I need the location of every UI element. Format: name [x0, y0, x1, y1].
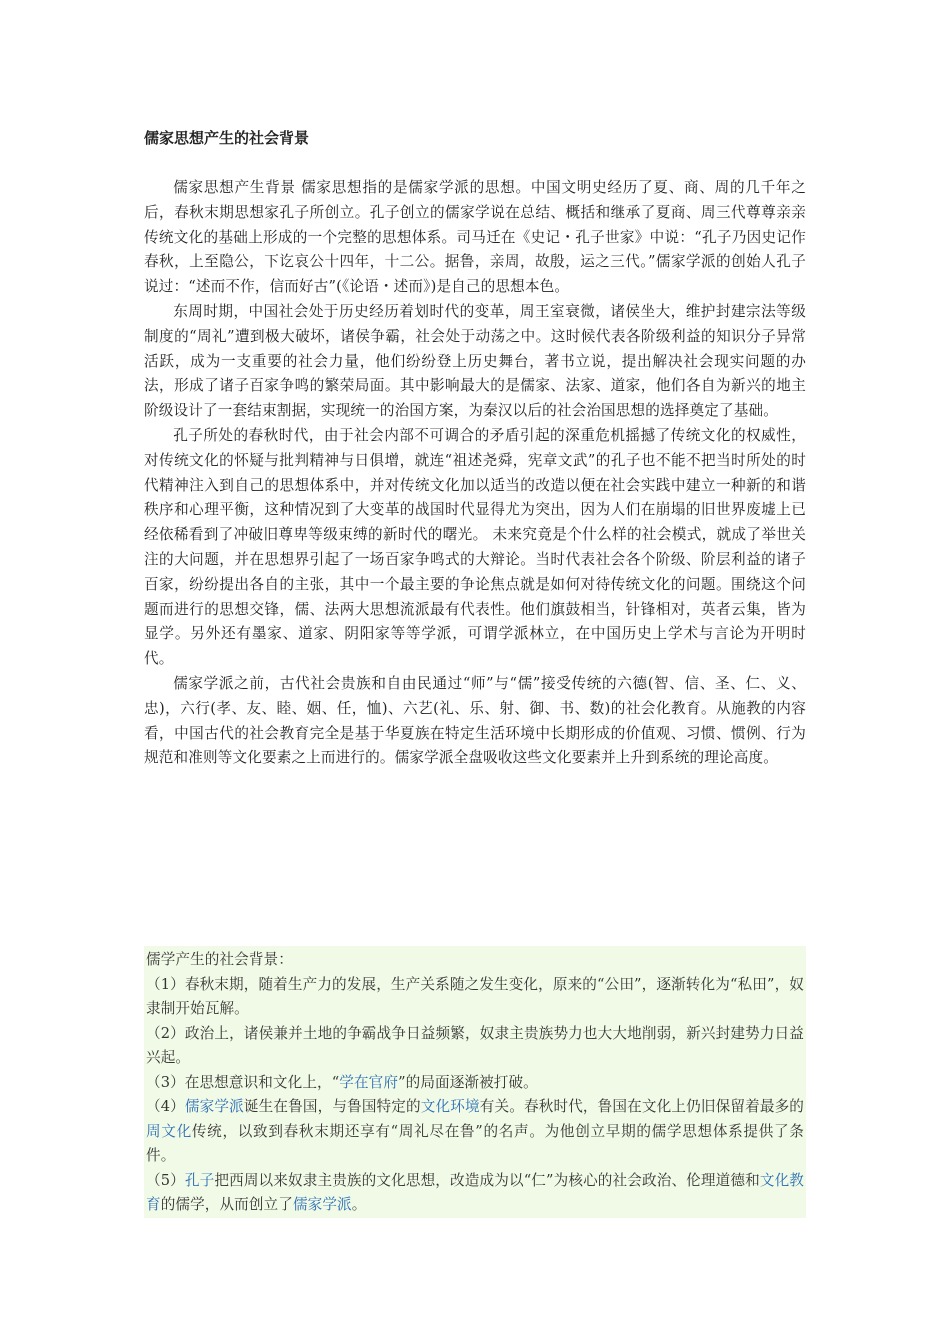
- summary-item-5-text-b: 把西周以来奴隶主贵族的文化思想，改造成为以“仁”为核心的社会政治、伦理道德和: [214, 1171, 760, 1189]
- summary-item-2: （2）政治上，诸侯兼并土地的争霸战争日益频繁，奴隶主贵族势力也大大地削弱，新兴封建势力日益兴起。: [146, 1024, 804, 1066]
- link-wen-hua-jiao-yu[interactable]: 文化教育: [146, 1171, 804, 1213]
- summary-item-3-text-b: ”的局面逐渐被打破。: [398, 1073, 538, 1091]
- summary-item-3-text-a: （3）在思想意识和文化上，“: [146, 1073, 340, 1091]
- body-paragraph-2: 东周时期，中国社会处于历史经历着划时代的变革，周王室衰微，诸侯坐大，维护封建宗法等级制度的“周礼”遭到极大破坏，诸侯争霸，社会处于动荡之中。这时候代表各阶级利益的知识分子异常活跃，成为一支重要的社会力量，他们纷纷登上历史舞台，著书立说，提出解决社会现实问题的办法，形成了诸子百家争鸣的繁荣局面。其中影响最大的是儒家、法家、道家，他们各自为新兴的地主阶级设计了一套结束割据，实现统一的治国方案，为秦汉以后的社会治国思想的选择奠定了基础。: [144, 302, 806, 420]
- summary-item-5-text-c: 的儒学，从而创立了: [160, 1196, 293, 1213]
- summary-box: [144, 946, 806, 1218]
- summary-title: 儒学产生的社会背景：: [146, 951, 293, 968]
- body-paragraph-4: 儒家学派之前，古代社会贵族和自由民通过“师”与“儒”接受传统的六德(智、信、圣、仁、义、忠)，六行(孝、友、睦、姻、任，恤)、六艺(礼、乐、射、御、书、数)的社会化教育。从施教的内容看，中国古代的社会教育完全是基于华夏族在特定生活环境中长期形成的价值观、习惯、惯例、行为规范和准则等文化要素之上而进行的。儒家学派全盘吸收这些文化要素并上升到系统的理论高度。: [144, 674, 806, 767]
- link-ru-jia-xue-pai-2[interactable]: 儒家学派: [292, 1196, 352, 1213]
- summary-item-4-text-d: 传统，以致到春秋末期还享有“周礼尽在鲁”的名声。为他创立早期的儒学思想体系提供了条件。: [146, 1122, 804, 1164]
- summary-item-4: [146, 1095, 804, 1169]
- body-paragraph-1: 儒家思想产生背景 儒家思想指的是儒家学派的思想。中国文明史经历了夏、商、周的几千年之后，春秋末期思想家孔子所创立。孔子创立的儒家学说在总结、概括和继承了夏商、周三代尊尊亲亲传统文化的基础上形成的一个完整的思想体系。司马迁在《史记・孔子世家》中说：“孔子乃因史记作春秋，上至隐公，下讫哀公十四年，十二公。据鲁，亲周，故殷，运之三代。”儒家学派的创始人孔子说过：“述而不作，信而好古”(《论语・述而》)是自己的思想本色。: [144, 179, 806, 296]
- summary-item-4-text-a: （4）: [146, 1098, 185, 1115]
- summary-item-5: [146, 1169, 804, 1218]
- document-title: 儒家思想产生的社会背景: [144, 129, 310, 147]
- body-paragraph-3: 孔子所处的春秋时代，由于社会内部不可调合的矛盾引起的深重危机摇撼了传统文化的权威性，对传统文化的怀疑与批判精神与日俱增，就连“祖述尧舜，宪章文武”的孔子也不能不把当时所处的时代精神注入到自己的思想体系中，并对传统文化加以适当的改造以便在社会实践中建立一种新的和谐秩序和心理平衡，这种情况到了大变革的战国时代显得尤为突出，因为人们在崩塌的旧世界废墟上已经依稀看到了冲破旧尊卑等级束缚的新时代的曙光。 未来究竟是个什么样的社会模式，就成了举世关注的大问题，并在思想界引起了一场百家争鸣式的大辩论。当时代表社会各个阶级、阶层利益的诸子百家，纷纷提出各自的主张，其中一个最主要的争论焦点就是如何对待传统文化的问题。围绕这个问题而进行的思想交锋，儒、法两大思想流派最有代表性。他们旗鼓相当，针锋相对，英者云集，皆为显学。另外还有墨家、道家、阴阳家等等学派，可谓学派林立，在中国历史上学术与言论为开明时代。: [144, 426, 806, 668]
- link-wen-hua-huan-jing[interactable]: 文化环境: [420, 1098, 480, 1115]
- document-body: [144, 176, 806, 771]
- summary-item-4-text-b: 诞生在鲁国，与鲁国特定的: [243, 1098, 421, 1115]
- summary-item-5-text-d: 。: [351, 1196, 367, 1213]
- summary-item-1: （1）春秋末期，随着生产力的发展，生产关系随之发生变化，原来的“公田”，逐渐转化为“私田”，奴隶制开始瓦解。: [146, 975, 804, 1017]
- summary-item-5-text-a: （5）: [146, 1171, 185, 1189]
- link-kong-zi[interactable]: 孔子: [184, 1171, 215, 1189]
- summary-item-4-text-c: 有关。春秋时代，鲁国在文化上仍旧保留着最多的: [479, 1098, 804, 1115]
- summary-item-3: [146, 1071, 804, 1096]
- link-ru-jia-xue-pai[interactable]: 儒家学派: [184, 1098, 244, 1115]
- link-xue-zai-guan-fu[interactable]: 学在官府: [339, 1073, 399, 1091]
- link-zhou-wen-hua[interactable]: 周文化: [146, 1122, 192, 1140]
